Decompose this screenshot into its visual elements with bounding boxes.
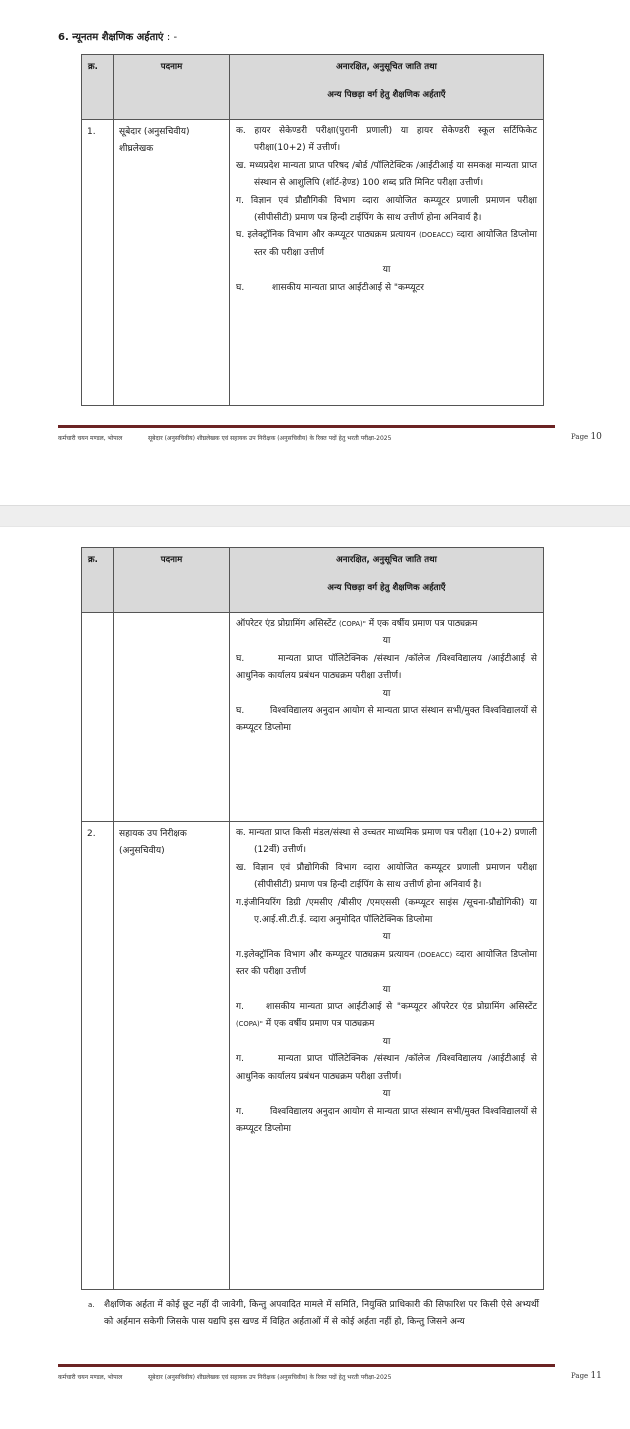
item-text: में एक वर्षीय प्रमाण पत्र पाठ्यक्रम xyxy=(265,1019,375,1030)
qualification-item xyxy=(236,1104,537,1139)
footer-doc-title: सूबेदार (अनुसचिवीय) शीघ्रलेखक एवं सहायक उप निरीक्षक (अनुसचिवीय) के रिक्त पदों हेतु भरती परीक्षा-2025 xyxy=(148,1374,392,1381)
item-label: ग. xyxy=(236,195,244,206)
item-label: ग. xyxy=(236,1002,244,1013)
item-text: इलेक्ट्रॉनिक विभाग और कम्प्यूटर पाठ्यक्रम प्रत्यायन xyxy=(247,230,416,241)
qualification-item xyxy=(236,999,537,1034)
item-label: ग. xyxy=(236,897,244,908)
header-serial-text: क्र. xyxy=(88,555,98,565)
page-gap xyxy=(0,505,630,527)
item-text: विश्वविद्यालय अनुदान आयोग से मान्यता प्राप्त संस्थान सभी/मुक्त विश्वविद्यालयों से कम्प्यूटर डिप्लोमा xyxy=(236,706,537,734)
header-serial xyxy=(82,55,114,120)
header-post xyxy=(114,548,230,613)
item-abbrev: (COPA)" xyxy=(236,1020,263,1029)
section-separator: : - xyxy=(166,32,178,43)
table-header-row xyxy=(82,548,544,613)
note-label: a. xyxy=(88,1301,95,1309)
or-separator: या xyxy=(382,984,391,995)
row-qualifications xyxy=(230,120,544,406)
table-row xyxy=(82,613,544,822)
header-post-text: पदनाम xyxy=(160,555,183,565)
header-qualification-line1: अनारक्षित, अनुसूचित जाति तथा xyxy=(336,62,437,72)
row-serial: 2. xyxy=(82,822,114,1290)
page-num: 11 xyxy=(590,1371,602,1381)
item-label: ख. xyxy=(236,862,247,873)
row-qualifications xyxy=(230,613,544,822)
item-label: घ. xyxy=(236,230,245,241)
qualification-item xyxy=(236,947,537,982)
footer-org: कर्मचारी चयन मण्डल, भोपाल xyxy=(58,435,123,442)
header-post-text: पदनाम xyxy=(160,62,183,72)
row-qualifications xyxy=(230,822,544,1290)
header-qualification xyxy=(230,55,544,120)
qualification-item xyxy=(236,123,537,158)
document-page-10 xyxy=(0,0,630,505)
page-word: Page xyxy=(571,433,589,441)
item-text: मान्यता प्राप्त किसी मंडल/संस्था से उच्चतर माध्यमिक प्रमाण पत्र परीक्षा (10+2) प्रणाली (12वीं) उत्तीर्ण। xyxy=(248,828,537,856)
section-heading xyxy=(58,29,177,43)
qualification-item xyxy=(236,280,537,297)
item-label: ग. xyxy=(236,1054,244,1065)
note-text: शैक्षणिक अर्हता में कोई छूट नहीं दी जावेगी, किन्तु अपवादित मामले में समिति, नियुक्ति प्राधिकारी की सिफारिश पर किसी ऐसे अभ्यर्थी को अर्हमान सकेगी जिसके पास यद्यपि इस खण्ड में विहित अर्हताओं में से कोई अर्हता नहीं हो, किन्तु जिसने अन्य xyxy=(104,1300,539,1327)
item-label: ख. xyxy=(236,160,247,171)
note-paragraph xyxy=(88,1297,539,1330)
footer-divider xyxy=(58,425,555,428)
item-label: क. xyxy=(236,828,246,838)
item-abbrev: (COPA)" xyxy=(338,620,366,628)
qualification-continuation xyxy=(236,616,537,633)
or-separator: या xyxy=(382,1036,391,1047)
qualification-item xyxy=(236,227,537,262)
item-text: शासकीय मान्यता प्राप्त आईटीआई से "कम्प्यूटर xyxy=(272,282,424,293)
or-separator: या xyxy=(382,636,391,647)
item-text: विज्ञान एवं प्रौद्योगिकी विभाग व्दारा आयोजित कम्प्यूटर प्रणाली प्रमाणन परीक्षा (सीपीसीटी) प्रमाण पत्र हिन्दी टाईपिंग के साथ उत्तीर्ण होना अनिवार्य है। xyxy=(252,862,537,891)
item-text: इंजीनियरिंग डिग्री /एमसीए /बीसीए /एमएससी (कम्प्यूटर साइंस /सूचना-प्रौद्योगिकी) या ए.आई.सी.टी.ई. व्दारा अनुमोदित पॉलिटेक्निक डिप्लोमा xyxy=(243,897,537,926)
footer-doc-title: सूबेदार (अनुसचिवीय) शीघ्रलेखक एवं सहायक उप निरीक्षक (अनुसचिवीय) के रिक्त पदों हेतु भरती परीक्षा-2025 xyxy=(148,435,392,442)
page-word: Page xyxy=(571,1372,589,1380)
item-label: ग. xyxy=(236,949,244,960)
item-text: मान्यता प्राप्त पॉलिटेक्निक /संस्थान /कॉलेज /विश्वविद्यालय /आईटीआई से आधुनिक कार्यालय प्रबंधन पाठ्यक्रम परीक्षा उत्तीर्ण। xyxy=(236,1054,537,1082)
footer-org: कर्मचारी चयन मण्डल, भोपाल xyxy=(58,1374,123,1381)
item-text: मध्यप्रदेश मान्यता प्राप्त परिषद /बोर्ड /पॉलिटेक्टिक /आईटीआई या समकक्ष मान्यता प्राप्त संस्थान से आशुलिपि (शॉर्ट-हेण्ड) 100 शब्द प्रति मिनिट परीक्षा उत्तीर्ण। xyxy=(249,160,537,189)
table-row xyxy=(82,120,544,406)
section-title-text: न्यूनतम शैक्षणिक अर्हताएं xyxy=(72,32,164,43)
row-serial xyxy=(82,613,114,822)
item-text: में एक वर्षीय प्रमाण पत्र पाठ्यक्रम xyxy=(368,619,478,629)
header-serial-text: क्र. xyxy=(88,62,98,72)
qualification-item xyxy=(236,825,537,860)
item-text: हायर सेकेण्डरी परीक्षा(पुरानी प्रणाली) या हायर सेकेण्डरी स्कूल सर्टिफिकेट परीक्षा(10+2) में उत्तीर्ण। xyxy=(254,126,537,154)
header-post xyxy=(114,55,230,120)
document-page-11 xyxy=(0,527,630,1429)
qualification-item xyxy=(236,193,537,228)
item-text: मान्यता प्राप्त पॉलिटेक्निक /संस्थान /कॉलेज /विश्वविद्यालय /आईटीआई से आधुनिक कार्यालय प्रबंधन पाठ्यक्रम परीक्षा उत्तीर्ण। xyxy=(236,653,537,682)
header-qualification-line2: अन्य पिछड़ा वर्ग हेतु शैक्षणिक अर्हताएँ xyxy=(327,583,446,593)
qualification-item xyxy=(236,1051,537,1086)
or-separator: या xyxy=(382,1089,391,1100)
or-separator: या xyxy=(382,688,391,699)
item-label: घ. xyxy=(236,706,245,717)
table-header-row xyxy=(82,55,544,120)
row-serial: 1. xyxy=(82,120,114,406)
row-post-name xyxy=(114,613,230,822)
header-serial xyxy=(82,548,114,613)
item-text: ऑपरेटर एंड प्रोग्रामिंग असिस्टेंट xyxy=(236,619,337,629)
item-text: इलेक्ट्रॉनिक विभाग और कम्प्यूटर पाठ्यक्रम प्रत्यायन xyxy=(243,949,415,960)
item-text: व्दारा आयोजित डिप्लोमा स्तर की परीक्षा उत्तीर्ण xyxy=(254,230,537,258)
section-number: 6. xyxy=(58,32,69,43)
qualifications-table xyxy=(81,54,544,406)
item-label: घ. xyxy=(236,653,245,664)
item-text: विज्ञान एवं प्रौद्यौगिकी विभाग व्दारा आयोजित कम्प्यूटर प्रणाली प्रमाणन परीक्षा (सीपीसीटी) प्रमाण पत्र हिन्दी टाईपिंग के साथ उत्तीर्ण होना अनिवार्य है। xyxy=(250,195,537,224)
page-number xyxy=(571,1371,602,1381)
qualification-item xyxy=(236,895,537,930)
row-post-name: सूबेदार (अनुसचिवीय) शीघ्रलेखक xyxy=(114,120,230,406)
qualification-item xyxy=(236,651,537,686)
or-separator: या xyxy=(382,932,391,943)
item-text: शासकीय मान्यता प्राप्त आईटीआई से "कम्प्यूटर ऑपरेटर एंड प्रोग्रामिंग असिस्टेंट xyxy=(266,1002,537,1013)
item-text: विश्वविद्यालय अनुदान आयोग से मान्यता प्राप्त संस्थान सभी/मुक्त विश्वविद्यालयों से कम्प्यूटर डिप्लोमा xyxy=(236,1106,537,1134)
item-label: क. xyxy=(236,126,246,136)
item-abbrev: (DOEACC) xyxy=(417,950,453,959)
qualification-item xyxy=(236,860,537,895)
table-row xyxy=(82,822,544,1290)
item-label: घ. xyxy=(236,282,245,293)
header-qualification-line2: अन्य पिछड़ा वर्ग हेतु शैक्षणिक अर्हताएँ xyxy=(327,90,446,100)
page-number xyxy=(571,432,602,442)
row-post-name: सहायक उप निरीक्षक (अनुसचिवीय) xyxy=(114,822,230,1290)
or-separator: या xyxy=(382,265,391,276)
header-qualification-line1: अनारक्षित, अनुसूचित जाति तथा xyxy=(336,555,437,565)
footer-divider xyxy=(58,1364,555,1367)
qualification-item xyxy=(236,703,537,738)
header-qualification xyxy=(230,548,544,613)
item-text: व्दारा आयोजित डिप्लोमा स्तर की परीक्षा उत्तीर्ण xyxy=(236,949,537,978)
item-label: ग. xyxy=(236,1106,244,1117)
qualifications-table xyxy=(81,547,544,1290)
qualification-item xyxy=(236,158,537,193)
page-num: 10 xyxy=(590,432,602,442)
item-abbrev: (DOEACC) xyxy=(419,231,454,240)
